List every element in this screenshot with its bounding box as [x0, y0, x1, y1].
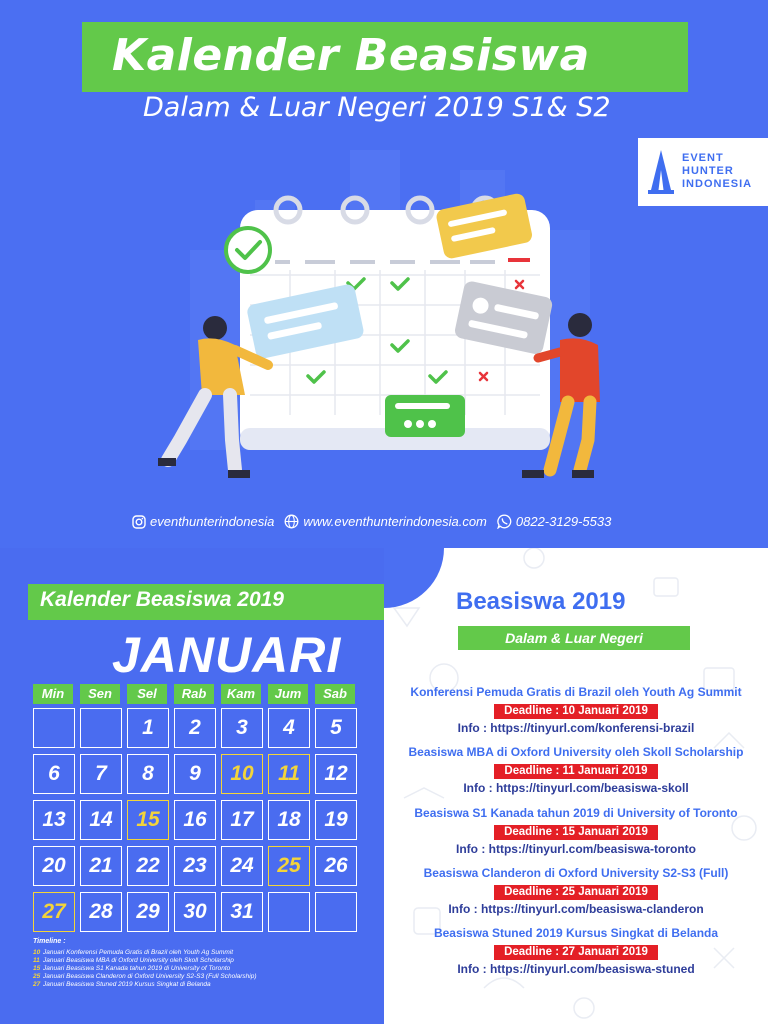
calendar-day: 9 [174, 754, 216, 794]
globe-icon [284, 514, 299, 529]
calendar-day: 6 [33, 754, 75, 794]
calendar-banner [28, 584, 384, 620]
timeline-row [33, 957, 257, 965]
calendar-day: 30 [174, 892, 216, 932]
calendar-day: 24 [221, 846, 263, 886]
list-subtitle: Dalam & Luar Negeri [458, 626, 690, 650]
calendar-day: 5 [315, 708, 357, 748]
list-title: Beasiswa 2019 [456, 588, 626, 615]
timeline-label: Timeline : [33, 938, 66, 945]
whatsapp-number[interactable]: 0822-3129-5533 [515, 514, 612, 529]
calendar-day: 11 [268, 754, 310, 794]
calendar-day: 3 [221, 708, 263, 748]
day-name: Jum [268, 684, 308, 704]
calendar-day: 20 [33, 846, 75, 886]
deadline-badge: Deadline : 27 Januari 2019 [494, 945, 658, 960]
instagram-handle[interactable]: eventhunterindonesia [150, 514, 275, 529]
calendar-day: 17 [221, 800, 263, 840]
contact-info [132, 514, 611, 529]
tower-icon [646, 150, 676, 196]
calendar-day: 26 [315, 846, 357, 886]
title-banner [82, 22, 688, 92]
deadline-badge: Deadline : 10 Januari 2019 [494, 704, 658, 719]
whatsapp-icon [497, 514, 512, 529]
instagram-icon [132, 515, 146, 529]
timeline-day: 11 [33, 957, 40, 964]
info-link[interactable]: Info : https://tinyurl.com/konferensi-brazil [457, 721, 695, 735]
calendar-empty-cell [33, 708, 75, 748]
timeline-row [33, 949, 257, 957]
calendar-day: 19 [315, 800, 357, 840]
month-title: JANUARI [112, 627, 342, 683]
page-subtitle: Dalam & Luar Negeri 2019 S1& S2 [143, 92, 611, 123]
calendar-grid [33, 708, 357, 932]
info-link[interactable]: Info : https://tinyurl.com/beasiswa-clanderon [448, 902, 704, 916]
timeline-text: Januari Beasiswa MBA di Oxford University oleh Skoll Scholarship [43, 957, 234, 964]
timeline-day: 25 [33, 973, 41, 980]
timeline-day: 27 [33, 981, 41, 988]
calendar-day: 22 [127, 846, 169, 886]
logo-line-2: HUNTER [682, 165, 734, 177]
logo-line-3: INDONESIA [682, 178, 753, 190]
calendar-panel [0, 548, 384, 1024]
scholarship-item [384, 864, 768, 918]
timeline-day: 10 [33, 949, 41, 956]
calendar-day: 13 [33, 800, 75, 840]
calendar-day: 23 [174, 846, 216, 886]
calendar-heading: Kalender Beasiswa 2019 [40, 588, 284, 611]
calendar-day: 4 [268, 708, 310, 748]
calendar-illustration [140, 140, 620, 500]
timeline-row [33, 981, 257, 989]
page-title: Kalender Beasiswa [112, 30, 590, 81]
calendar-day: 29 [127, 892, 169, 932]
timeline-text: Januari Beasiswa S1 Kanada tahun 2019 di University of Toronto [43, 965, 231, 972]
calendar-day: 12 [315, 754, 357, 794]
info-link[interactable]: Info : https://tinyurl.com/beasiswa-toronto [456, 842, 696, 856]
scholarship-name: Konferensi Pemuda Gratis di Brazil oleh Youth Ag Summit [410, 685, 742, 699]
scholarship-list-panel [384, 548, 768, 1024]
calendar-day: 27 [33, 892, 75, 932]
info-link[interactable]: Info : https://tinyurl.com/beasiswa-stuned [457, 962, 695, 976]
deadline-badge: Deadline : 25 Januari 2019 [494, 885, 658, 900]
calendar-day: 21 [80, 846, 122, 886]
day-names-row [33, 684, 355, 704]
calendar-day: 2 [174, 708, 216, 748]
day-name: Sel [127, 684, 167, 704]
calendar-day: 7 [80, 754, 122, 794]
calendar-day: 28 [80, 892, 122, 932]
event-hunter-logo [638, 138, 768, 206]
logo-line-1: EVENT [682, 152, 724, 164]
day-name: Kam [221, 684, 261, 704]
calendar-day: 16 [174, 800, 216, 840]
day-name: Min [33, 684, 73, 704]
timeline [33, 938, 257, 989]
timeline-day: 15 [33, 965, 41, 972]
calendar-day: 8 [127, 754, 169, 794]
calendar-empty-cell [315, 892, 357, 932]
scholarship-name: Beasiswa Clanderon di Oxford University S2-S3 (Full) [423, 866, 729, 880]
day-name: Sen [80, 684, 120, 704]
calendar-day: 18 [268, 800, 310, 840]
timeline-row [33, 965, 257, 973]
calendar-day: 15 [127, 800, 169, 840]
day-name: Rab [174, 684, 214, 704]
scholarship-name: Beasiswa Stuned 2019 Kursus Singkat di Belanda [433, 926, 719, 940]
timeline-text: Januari Beasiswa Clanderon di Oxford University S2-S3 (Full Scholarship) [43, 973, 257, 980]
day-name: Sab [315, 684, 355, 704]
info-link[interactable]: Info : https://tinyurl.com/beasiswa-skoll [463, 781, 689, 795]
calendar-empty-cell [268, 892, 310, 932]
scholarship-item [384, 924, 768, 978]
timeline-text: Januari Konferensi Pemuda Gratis di Brazil oleh Youth Ag Summit [43, 949, 234, 956]
scholarship-item [384, 743, 768, 797]
calendar-day: 14 [80, 800, 122, 840]
timeline-row [33, 973, 257, 981]
scholarship-name: Beasiswa S1 Kanada tahun 2019 di University of Toronto [414, 806, 738, 820]
calendar-day: 10 [221, 754, 263, 794]
calendar-day: 1 [127, 708, 169, 748]
scholarship-item [384, 804, 768, 858]
deadline-badge: Deadline : 11 Januari 2019 [494, 764, 657, 779]
timeline-text: Januari Beasiswa Stuned 2019 Kursus Singkat di Belanda [43, 981, 211, 988]
scholarship-item [384, 683, 768, 737]
calendar-empty-cell [80, 708, 122, 748]
calendar-day: 31 [221, 892, 263, 932]
deadline-badge: Deadline : 15 Januari 2019 [494, 825, 658, 840]
calendar-day: 25 [268, 846, 310, 886]
scholarship-name: Beasiswa MBA di Oxford University oleh Skoll Scholarship [408, 745, 744, 759]
website-link[interactable]: www.eventhunterindonesia.com [303, 514, 487, 529]
